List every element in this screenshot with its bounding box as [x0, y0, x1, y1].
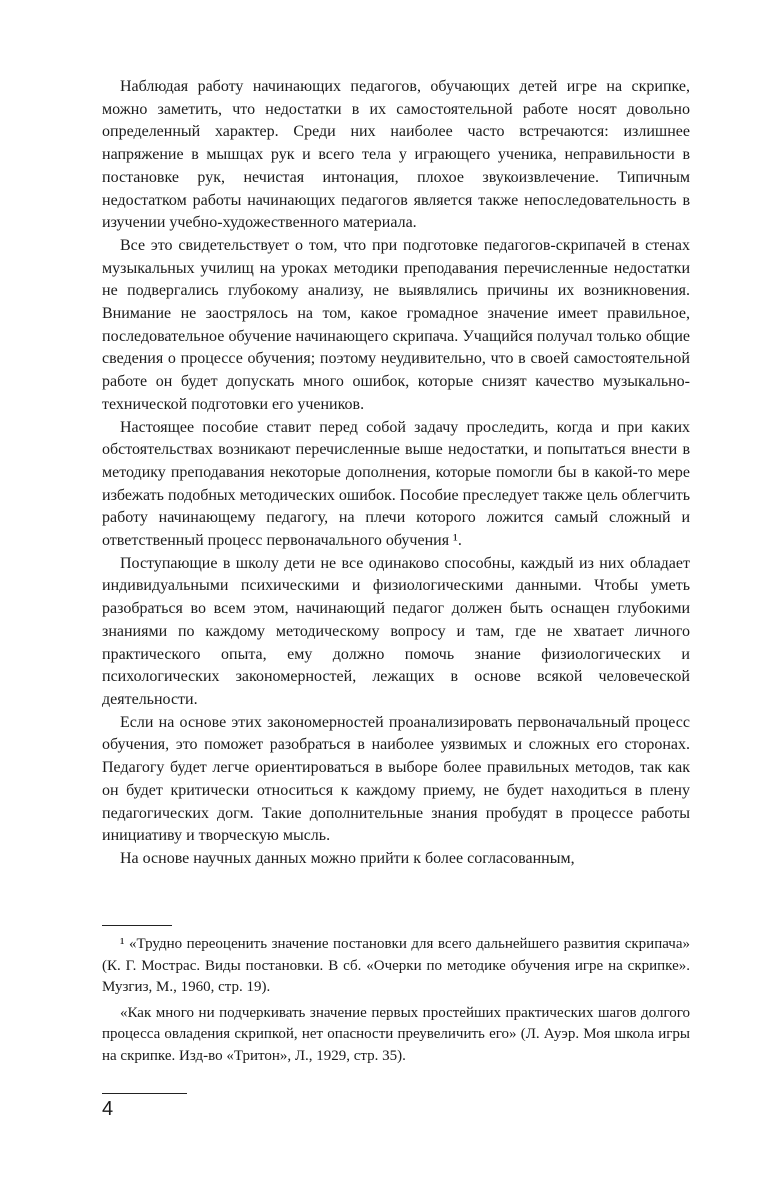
- paragraph-2: Все это свидетельствует о том, что при подготовке педагогов-скрипачей в стенах музыкальных училищ на уроках методики преподавания перечисленные недостатки не подвергались глубокому анализу, не выявлялись причины их возникновения. Внимание не заострялось на том, какое громадное значение имеет правильное, последовательное обучение начинающего скрипача. Учащийся получал только общие сведения о процессе обучения; поэтому неудивительно, что в своей самостоятельной работе он будет допускать много ошибок, которые снизят качество музыкально-технической подготовки его учеников.: [102, 236, 690, 413]
- paragraph-5: Если на основе этих закономерностей проанализировать первоначальный процесс обучения, это поможет разобраться в наиболее уязвимых и сложных его сторонах. Педагогу будет легче ориентироваться в выборе более правильных методов, так как он будет критически относиться к каждому приему, не будет находиться в плену педагогических догм. Такие дополнительные знания пробудят в процессе работы инициативу и творческую мысль.: [102, 713, 690, 845]
- footnotes: [102, 934, 690, 1071]
- paragraph-1: Наблюдая работу начинающих педагогов, обучающих детей игре на скрипке, можно заметить, что недостатки в их самостоятельной работе носят довольно определенный характер. Среди них наиболее часто встречаются: излишнее напряжение в мышцах рук и всего тела у играющего ученика, неправильности в постановке рук, нечистая интонация, плохое звукоизвлечение. Типичным недостатком работы начинающих педагогов является также непоследовательность в изучении учебно-художественного материала.: [102, 78, 690, 232]
- page-number-divider: [102, 1093, 187, 1094]
- paragraph-4: Поступающие в школу дети не все одинаково способны, каждый из них обладает индивидуальными психическими и физиологическими данными. Чтобы уметь разобраться во всем этом, начинающий педагог должен быть оснащен глубокими знаниями по каждому методическому вопросу и там, где не хватает личного практического опыта, ему должно помочь знание физиологических и психологических закономерностей, лежащих в основе всякой человеческой деятельности.: [102, 554, 690, 708]
- body-text: [102, 76, 690, 871]
- paragraph-3: Настоящее пособие ставит перед собой задачу проследить, когда и при каких обстоятельствах возникают перечисленные выше недостатки, и попытаться внести в методику преподавания некоторые дополнения, которые помогли бы в какой-то мере избежать подобных методических ошибок. Пособие преследует также цель облегчить работу начинающему педагогу, на плечи которого ложится самый сложный и ответственный процесс первоначального обучения ¹.: [102, 418, 690, 550]
- footnote-1-continuation: «Как много ни подчеркивать значение первых простейших практических шагов долгого процесса овладения скрипкой, нет опасности преувеличить его» (Л. Ауэр. Моя школа игры на скрипке. Изд-во «Тритон», Л., 1929, стр. 35).: [102, 1004, 690, 1064]
- footnote-divider: [102, 925, 172, 926]
- paragraph-6: На основе научных данных можно прийти к более согласованным,: [120, 849, 575, 867]
- page-number: 4: [102, 1098, 114, 1120]
- footnote-1: ¹ «Трудно переоценить значение постановки для всего дальнейшего развития скрипача» (К. Г. Мострас. Виды постановки. В сб. «Очерки по методике обучения игре на скрипке». Музгиз, М., 1960, стр. 19).: [102, 936, 690, 995]
